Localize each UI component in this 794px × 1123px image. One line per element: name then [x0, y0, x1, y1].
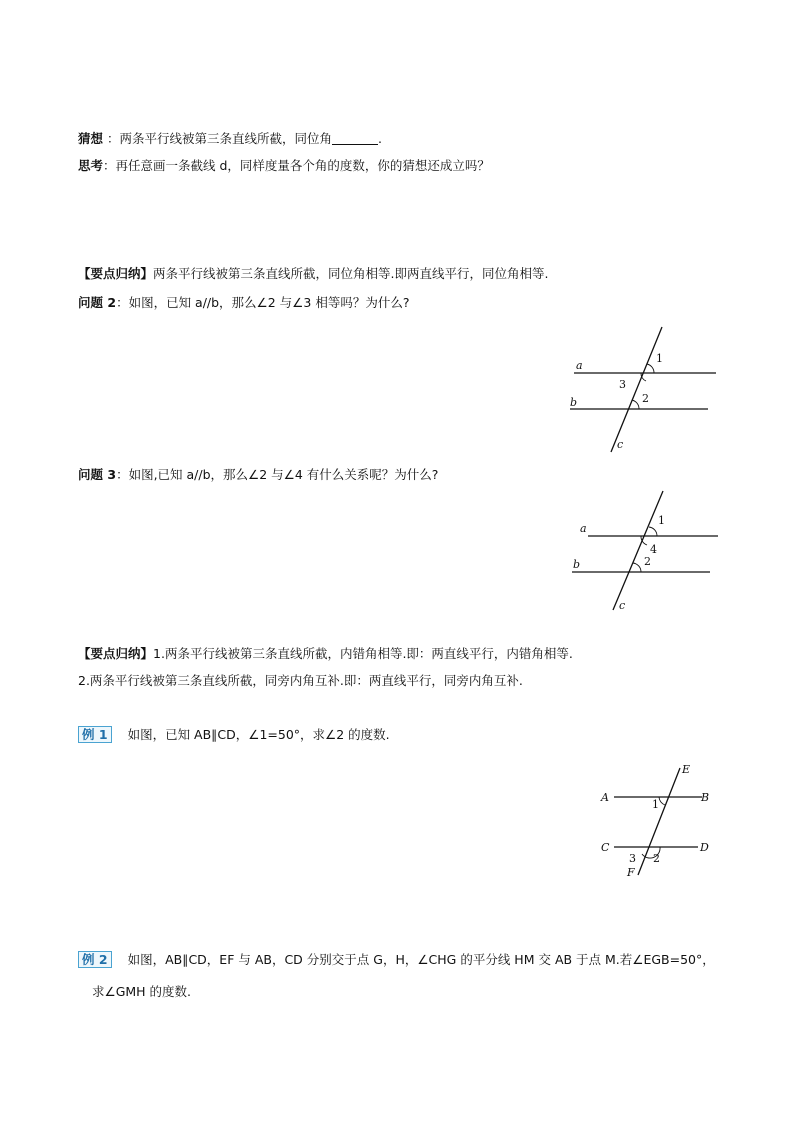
- answer-blank[interactable]: [332, 132, 378, 145]
- conjecture-line: [78, 130, 382, 148]
- label-b: b: [570, 396, 578, 409]
- question2-line: [78, 294, 409, 312]
- label-angle1: 1: [656, 352, 663, 365]
- example2-text1: 如图，AB∥CD，EF 与 AB，CD 分别交于点 G，H，∠CHG 的平分线 HM 交 AB 于点 M.若∠EGB=50°，: [127, 952, 715, 967]
- angle1-arc: [647, 364, 654, 373]
- label-c: c: [617, 438, 624, 451]
- summary2-text1: 1.两条平行线被第三条直线所截，内错角相等.即：两直线平行，内错角相等.: [153, 646, 573, 661]
- angle1-arc: [649, 527, 657, 536]
- example1-tag: 例 1: [78, 726, 112, 743]
- summary1-label: 【要点归纳】: [78, 266, 154, 281]
- label-a: a: [580, 522, 587, 535]
- question2-text: ：如图，已知 a//b，那么∠2 与∠3 相等吗？为什么?: [116, 295, 410, 310]
- summary2-line1: [78, 645, 573, 663]
- conjecture-label: 猜想: [78, 131, 104, 146]
- example2-line2: [92, 983, 191, 1001]
- label-angle3: 3: [619, 378, 626, 391]
- figure-parallel-lines-2: [568, 488, 724, 614]
- label-angle1: 1: [652, 798, 659, 811]
- conjecture-end: .: [378, 131, 382, 146]
- label-angle1: 1: [658, 514, 665, 527]
- label-C: C: [601, 841, 610, 854]
- label-c: c: [619, 599, 626, 612]
- example1-line: [78, 726, 390, 744]
- summary2-line2: [78, 672, 523, 690]
- label-angle2: 2: [653, 852, 660, 865]
- label-angle2: 2: [642, 392, 649, 405]
- figure-parallel-lines-1: [566, 322, 726, 456]
- label-angle2: 2: [644, 555, 651, 568]
- label-D: D: [700, 841, 709, 854]
- conjecture-text: ：两条平行线被第三条直线所截，同位角: [103, 131, 332, 146]
- label-b: b: [573, 558, 581, 571]
- example1-text: 如图，已知 AB∥CD，∠1=50°，求∠2 的度数.: [127, 727, 390, 742]
- label-E: E: [682, 763, 691, 776]
- angle2-arc: [632, 400, 639, 409]
- example2-text2: 求∠GMH 的度数.: [92, 984, 192, 999]
- angle1-arc: [659, 797, 665, 805]
- think-line: [78, 157, 490, 175]
- question3-line: [78, 466, 438, 484]
- example2-line1: [78, 951, 715, 969]
- question3-text: ：如图,已知 a//b，那么∠2 与∠4 有什么关系呢？为什么?: [116, 467, 439, 482]
- figure-ab-cd-transversal: [596, 760, 728, 884]
- think-label: 思考: [78, 158, 104, 173]
- think-text: ：再任意画一条截线 d，同样度量各个角的度数，你的猜想还成立吗？: [103, 158, 490, 173]
- example2-tag: 例 2: [78, 951, 112, 968]
- label-angle4: 4: [650, 543, 657, 556]
- summary1-text: 两条平行线被第三条直线所截，同位角相等.即两直线平行，同位角相等.: [153, 266, 549, 281]
- summary2-label: 【要点归纳】: [78, 646, 154, 661]
- label-angle3: 3: [629, 852, 636, 865]
- angle2-arc: [633, 563, 641, 572]
- summary2-text2: 2.两条平行线被第三条直线所截，同旁内角互补.即：两直线平行，同旁内角互补.: [78, 673, 523, 688]
- question2-label: 问题 2: [78, 295, 117, 310]
- angle3-arc: [641, 373, 646, 381]
- label-B: B: [701, 791, 710, 804]
- question3-label: 问题 3: [78, 467, 117, 482]
- summary1-line: [78, 265, 548, 283]
- label-a: a: [576, 359, 583, 372]
- label-A: A: [601, 791, 609, 804]
- label-F: F: [627, 866, 635, 879]
